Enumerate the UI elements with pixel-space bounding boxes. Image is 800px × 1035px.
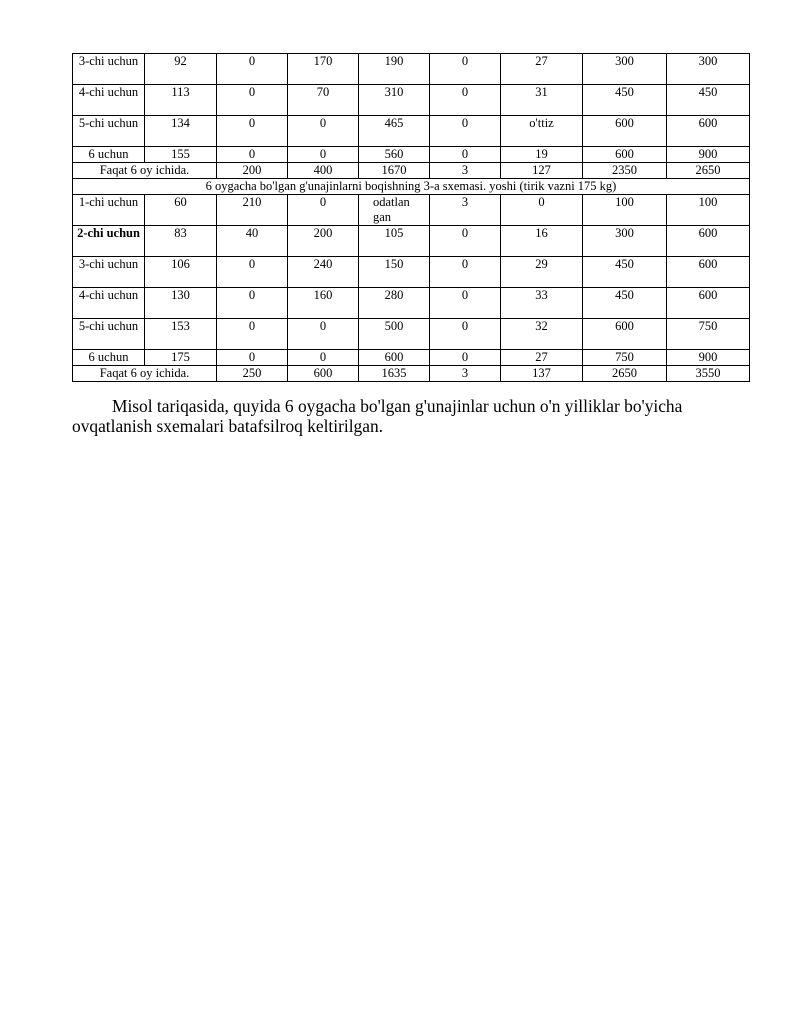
table-cell: 155 — [145, 147, 217, 163]
table-cell: 200 — [288, 226, 359, 257]
table-cell: 0 — [217, 85, 288, 116]
feeding-table — [72, 53, 750, 382]
table-cell: 27 — [501, 350, 583, 366]
period-cell: 1-chi uchun — [73, 195, 145, 226]
period-cell: 5-chi uchun — [73, 116, 145, 147]
total-row — [73, 163, 750, 179]
table-cell: 600 — [667, 226, 750, 257]
table-row — [73, 350, 750, 366]
table-cell: 0 — [288, 319, 359, 350]
table-cell: odatlangan — [359, 195, 430, 226]
table-cell: 300 — [583, 226, 667, 257]
table-cell: 0 — [288, 195, 359, 226]
table-cell: 127 — [501, 163, 583, 179]
table-cell: 0 — [288, 147, 359, 163]
table-cell: 100 — [583, 195, 667, 226]
table-cell: 0 — [501, 195, 583, 226]
table-cell: 400 — [288, 163, 359, 179]
table-cell: 250 — [217, 366, 288, 382]
table-cell: 500 — [359, 319, 430, 350]
table-cell: 600 — [583, 147, 667, 163]
table-cell: 105 — [359, 226, 430, 257]
table-cell: 70 — [288, 85, 359, 116]
table-cell: 0 — [430, 350, 501, 366]
table-cell: 150 — [359, 257, 430, 288]
table-cell: 1635 — [359, 366, 430, 382]
total-label: Faqat 6 oy ichida. — [73, 163, 217, 179]
table-cell: 0 — [430, 85, 501, 116]
table-cell: 2650 — [583, 366, 667, 382]
table-cell: 137 — [501, 366, 583, 382]
table-cell: 100 — [667, 195, 750, 226]
table-cell: 0 — [288, 116, 359, 147]
table-cell: 33 — [501, 288, 583, 319]
table-cell: 0 — [430, 288, 501, 319]
table-cell: 134 — [145, 116, 217, 147]
table-cell: 200 — [217, 163, 288, 179]
table-cell: 29 — [501, 257, 583, 288]
period-cell: 6 uchun — [73, 350, 145, 366]
table-cell: 900 — [667, 147, 750, 163]
table-cell: 240 — [288, 257, 359, 288]
table-cell: 900 — [667, 350, 750, 366]
table-cell: 3550 — [667, 366, 750, 382]
table-cell: 0 — [217, 116, 288, 147]
body-paragraph: Misol tariqasida, quyida 6 oygacha bo'lgan g'unajinlar uchun o'n yilliklar bo'yicha ovqatlanish sxemalari batafsilroq keltirilgan. — [72, 396, 683, 436]
table-cell: 92 — [145, 54, 217, 85]
section-heading-row — [73, 179, 750, 195]
table-cell: 450 — [583, 85, 667, 116]
table-cell: 750 — [667, 319, 750, 350]
table-cell: 1670 — [359, 163, 430, 179]
table-cell: 560 — [359, 147, 430, 163]
total-row — [73, 366, 750, 382]
table-cell: 0 — [430, 54, 501, 85]
table-cell: 19 — [501, 147, 583, 163]
period-cell: 5-chi uchun — [73, 319, 145, 350]
table-cell: 450 — [583, 257, 667, 288]
table-cell: 0 — [430, 226, 501, 257]
table-cell: 600 — [667, 116, 750, 147]
table-row — [73, 257, 750, 288]
table-cell: 113 — [145, 85, 217, 116]
table-cell: 450 — [667, 85, 750, 116]
table-cell: 160 — [288, 288, 359, 319]
table-cell: 450 — [583, 288, 667, 319]
table-cell: 0 — [288, 350, 359, 366]
table-cell: 465 — [359, 116, 430, 147]
table-cell: 0 — [430, 319, 501, 350]
table-cell: 600 — [583, 319, 667, 350]
table-cell: 600 — [359, 350, 430, 366]
table-cell: 16 — [501, 226, 583, 257]
table-cell: 40 — [217, 226, 288, 257]
table-row — [73, 319, 750, 350]
table-row — [73, 54, 750, 85]
table-cell: 175 — [145, 350, 217, 366]
table-cell: 310 — [359, 85, 430, 116]
table-cell: 280 — [359, 288, 430, 319]
table-cell: 0 — [217, 350, 288, 366]
section-heading: 6 oygacha bo'lgan g'unajinlarni boqishning 3-a sxemasi. yoshi (tirik vazni 175 kg) — [73, 179, 750, 195]
table-cell: 27 — [501, 54, 583, 85]
table-cell: 300 — [583, 54, 667, 85]
table-row — [73, 116, 750, 147]
table-cell: 750 — [583, 350, 667, 366]
table-cell: 130 — [145, 288, 217, 319]
table-cell: 600 — [288, 366, 359, 382]
table-cell: 32 — [501, 319, 583, 350]
table-cell: 83 — [145, 226, 217, 257]
table-cell: 0 — [217, 147, 288, 163]
table-cell: 153 — [145, 319, 217, 350]
period-cell: 3-chi uchun — [73, 257, 145, 288]
table-cell: 600 — [667, 257, 750, 288]
table-cell: 31 — [501, 85, 583, 116]
table-cell: 600 — [583, 116, 667, 147]
total-label: Faqat 6 oy ichida. — [73, 366, 217, 382]
period-cell: 6 uchun — [73, 147, 145, 163]
table-cell: 106 — [145, 257, 217, 288]
table-cell: o'ttiz — [501, 116, 583, 147]
table-cell: 3 — [430, 163, 501, 179]
table-cell: 2650 — [667, 163, 750, 179]
table-row — [73, 195, 750, 226]
table-row — [73, 85, 750, 116]
table-row — [73, 226, 750, 257]
period-cell: 3-chi uchun — [73, 54, 145, 85]
table-row — [73, 147, 750, 163]
table-cell: 2350 — [583, 163, 667, 179]
table-cell: 0 — [217, 319, 288, 350]
table-cell: 300 — [667, 54, 750, 85]
table-cell: 170 — [288, 54, 359, 85]
table-cell: 210 — [217, 195, 288, 226]
table-cell: 600 — [667, 288, 750, 319]
period-cell: 4-chi uchun — [73, 288, 145, 319]
table-cell: 0 — [430, 257, 501, 288]
table-row — [73, 288, 750, 319]
table-cell: 0 — [217, 288, 288, 319]
table-cell: 3 — [430, 195, 501, 226]
period-cell: 4-chi uchun — [73, 85, 145, 116]
table-cell: 190 — [359, 54, 430, 85]
table-cell: 60 — [145, 195, 217, 226]
table-cell: 0 — [430, 147, 501, 163]
table-cell: 0 — [430, 116, 501, 147]
table-cell: 0 — [217, 257, 288, 288]
period-cell: 2-chi uchun — [73, 226, 145, 257]
table-cell: 3 — [430, 366, 501, 382]
table-cell: 0 — [217, 54, 288, 85]
